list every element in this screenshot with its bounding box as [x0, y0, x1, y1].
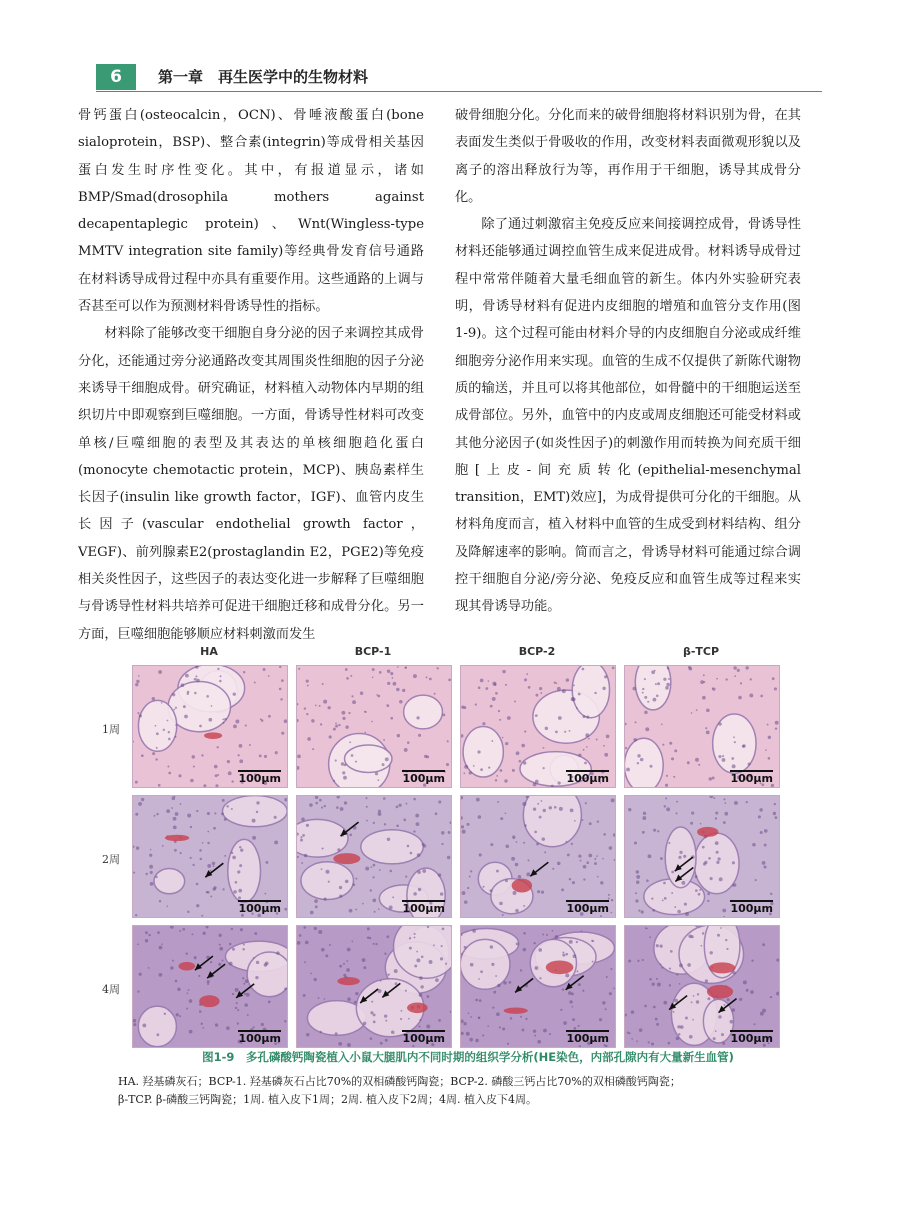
histology-figure	[96, 641, 796, 1045]
micrograph-panel	[296, 925, 452, 1048]
figure-note-line: HA. 羟基磷灰石；BCP-1. 羟基磷灰石占比70%的双相磷酸钙陶瓷；BCP-2. 磷酸三钙占比70%的双相磷酸钙陶瓷；	[118, 1075, 681, 1088]
scale-bar-label: 100μm	[730, 772, 773, 785]
micrograph-panel	[624, 925, 780, 1048]
figure-notes	[118, 1073, 808, 1109]
header-rule	[96, 91, 822, 92]
scale-bar-label: 100μm	[402, 902, 445, 915]
page-header	[78, 64, 822, 90]
page-number: 6	[96, 64, 136, 90]
micrograph-panel	[624, 795, 780, 918]
micrograph-panel	[132, 665, 288, 788]
scale-bar-label: 100μm	[402, 1032, 445, 1045]
micrograph-panel	[296, 795, 452, 918]
figure-note-line: β-TCP. β-磷酸三钙陶瓷；1周. 植入皮下1周；2周. 植入皮下2周；4周. 植入皮下4周。	[118, 1093, 538, 1106]
column-label-bcp2: BCP-2	[518, 645, 556, 658]
chapter-title: 第一章 再生医学中的生物材料	[158, 68, 369, 86]
paragraph: 材料除了能够改变干细胞自身分泌的因子来调控其成骨分化，还能通过旁分泌通路改变其周围炎性细胞的因子分泌来诱导干细胞成骨。研究确证，材料植入动物体内早期的组织切片中即观察到巨噬细胞。一方面，骨诱导性材料可改变单核/巨噬细胞的表型及其表达的单核细胞趋化蛋白(monocyte chemotactic protein，MCP)、胰岛素样生长因子(insulin like growth factor，IGF)、血管内皮生长因子(vascular endothelial growth factor，VEGF)、前列腺素E2(prostaglandin E2，PGE2)等免疫相关炎性因子，这些因子的表达变化进一步解释了巨噬细胞与骨诱导性材料共培养可促进干细胞迁移和成骨分化。另一方面，巨噬细胞能够顺应材料刺激而发生	[78, 326, 424, 642]
scale-bar-label: 100μm	[566, 902, 609, 915]
figure-caption: 图1-9 多孔磷酸钙陶瓷植入小鼠大腿肌内不同时期的组织学分析(HE染色，内部孔隙内有大量新生血管)	[202, 1050, 734, 1064]
scale-bar-label: 100μm	[730, 902, 773, 915]
micrograph-panel	[460, 795, 616, 918]
scale-bar-label: 100μm	[238, 1032, 281, 1045]
paragraph: 除了通过刺激宿主免疫反应来间接调控成骨，骨诱导性材料还能够通过调控血管生成来促进成骨。材料诱导成骨过程中常常伴随着大量毛细血管的新生。体内外实验研究表明，骨诱导材料有促进内皮细胞的增殖和血管分支作用(图1-9)。这个过程可能由材料介导的内皮细胞自分泌或成纤维细胞旁分泌作用来实现。血管的生成不仅提供了新陈代谢物质的输送，并且可以将其他部位，如骨髓中的干细胞运送至成骨部位。另外，血管中的内皮或周皮细胞还可能受材料或其他分泌因子(如炎性因子)的刺激作用而转换为间充质干细胞[上皮-间充质转化(epithelial-mesenchymal transition，EMT)效应]，为成骨提供可分化的干细胞。从材料角度而言，植入材料中血管的生成受到材料结构、组分及降解速率的影响。简而言之，骨诱导材料可能通过综合调控干细胞自分泌/旁分泌、免疫反应和血管生成等过程来实现其骨诱导功能。	[455, 217, 801, 615]
row-label-week1: 1周	[102, 723, 120, 736]
paragraph: 骨钙蛋白(osteocalcin，OCN)、骨唾液酸蛋白(bone sialoprotein，BSP)、整合素(integrin)等成骨相关基因蛋白发生时序性变化。其中，有报道显示，诸如BMP/Smad(drosophila mothers against decapentaplegic protein)、Wnt(Wingless-type MMTV integration site family)等经典骨发育信号通路在材料诱导成骨过程中亦具有重要作用。这些通路的上调与否甚至可以作为预测材料骨诱导性的指标。	[78, 108, 424, 315]
row-label-week4: 4周	[102, 983, 120, 996]
micrograph-panel	[624, 665, 780, 788]
micrograph-panel	[296, 665, 452, 788]
micrograph-panel	[460, 665, 616, 788]
scale-bar-label: 100μm	[730, 1032, 773, 1045]
paragraph: 破骨细胞分化。分化而来的破骨细胞将材料识别为骨，在其表面发生类似于骨吸收的作用，改变材料表面微观形貌以及离子的溶出释放行为等，再作用于干细胞，诱导其成骨分化。	[455, 108, 801, 205]
scale-bar-label: 100μm	[402, 772, 445, 785]
scale-bar-label: 100μm	[238, 772, 281, 785]
column-label-btcp: β-TCP	[682, 645, 720, 658]
column-label-ha: HA	[200, 645, 218, 658]
micrograph-panel	[460, 925, 616, 1048]
row-label-week2: 2周	[102, 853, 120, 866]
micrograph-panel	[132, 925, 288, 1048]
column-label-bcp1: BCP-1	[354, 645, 392, 658]
left-column	[78, 102, 424, 648]
scale-bar-label: 100μm	[566, 1032, 609, 1045]
right-column	[455, 102, 801, 621]
scale-bar-label: 100μm	[566, 772, 609, 785]
micrograph-panel	[132, 795, 288, 918]
scale-bar-label: 100μm	[238, 902, 281, 915]
